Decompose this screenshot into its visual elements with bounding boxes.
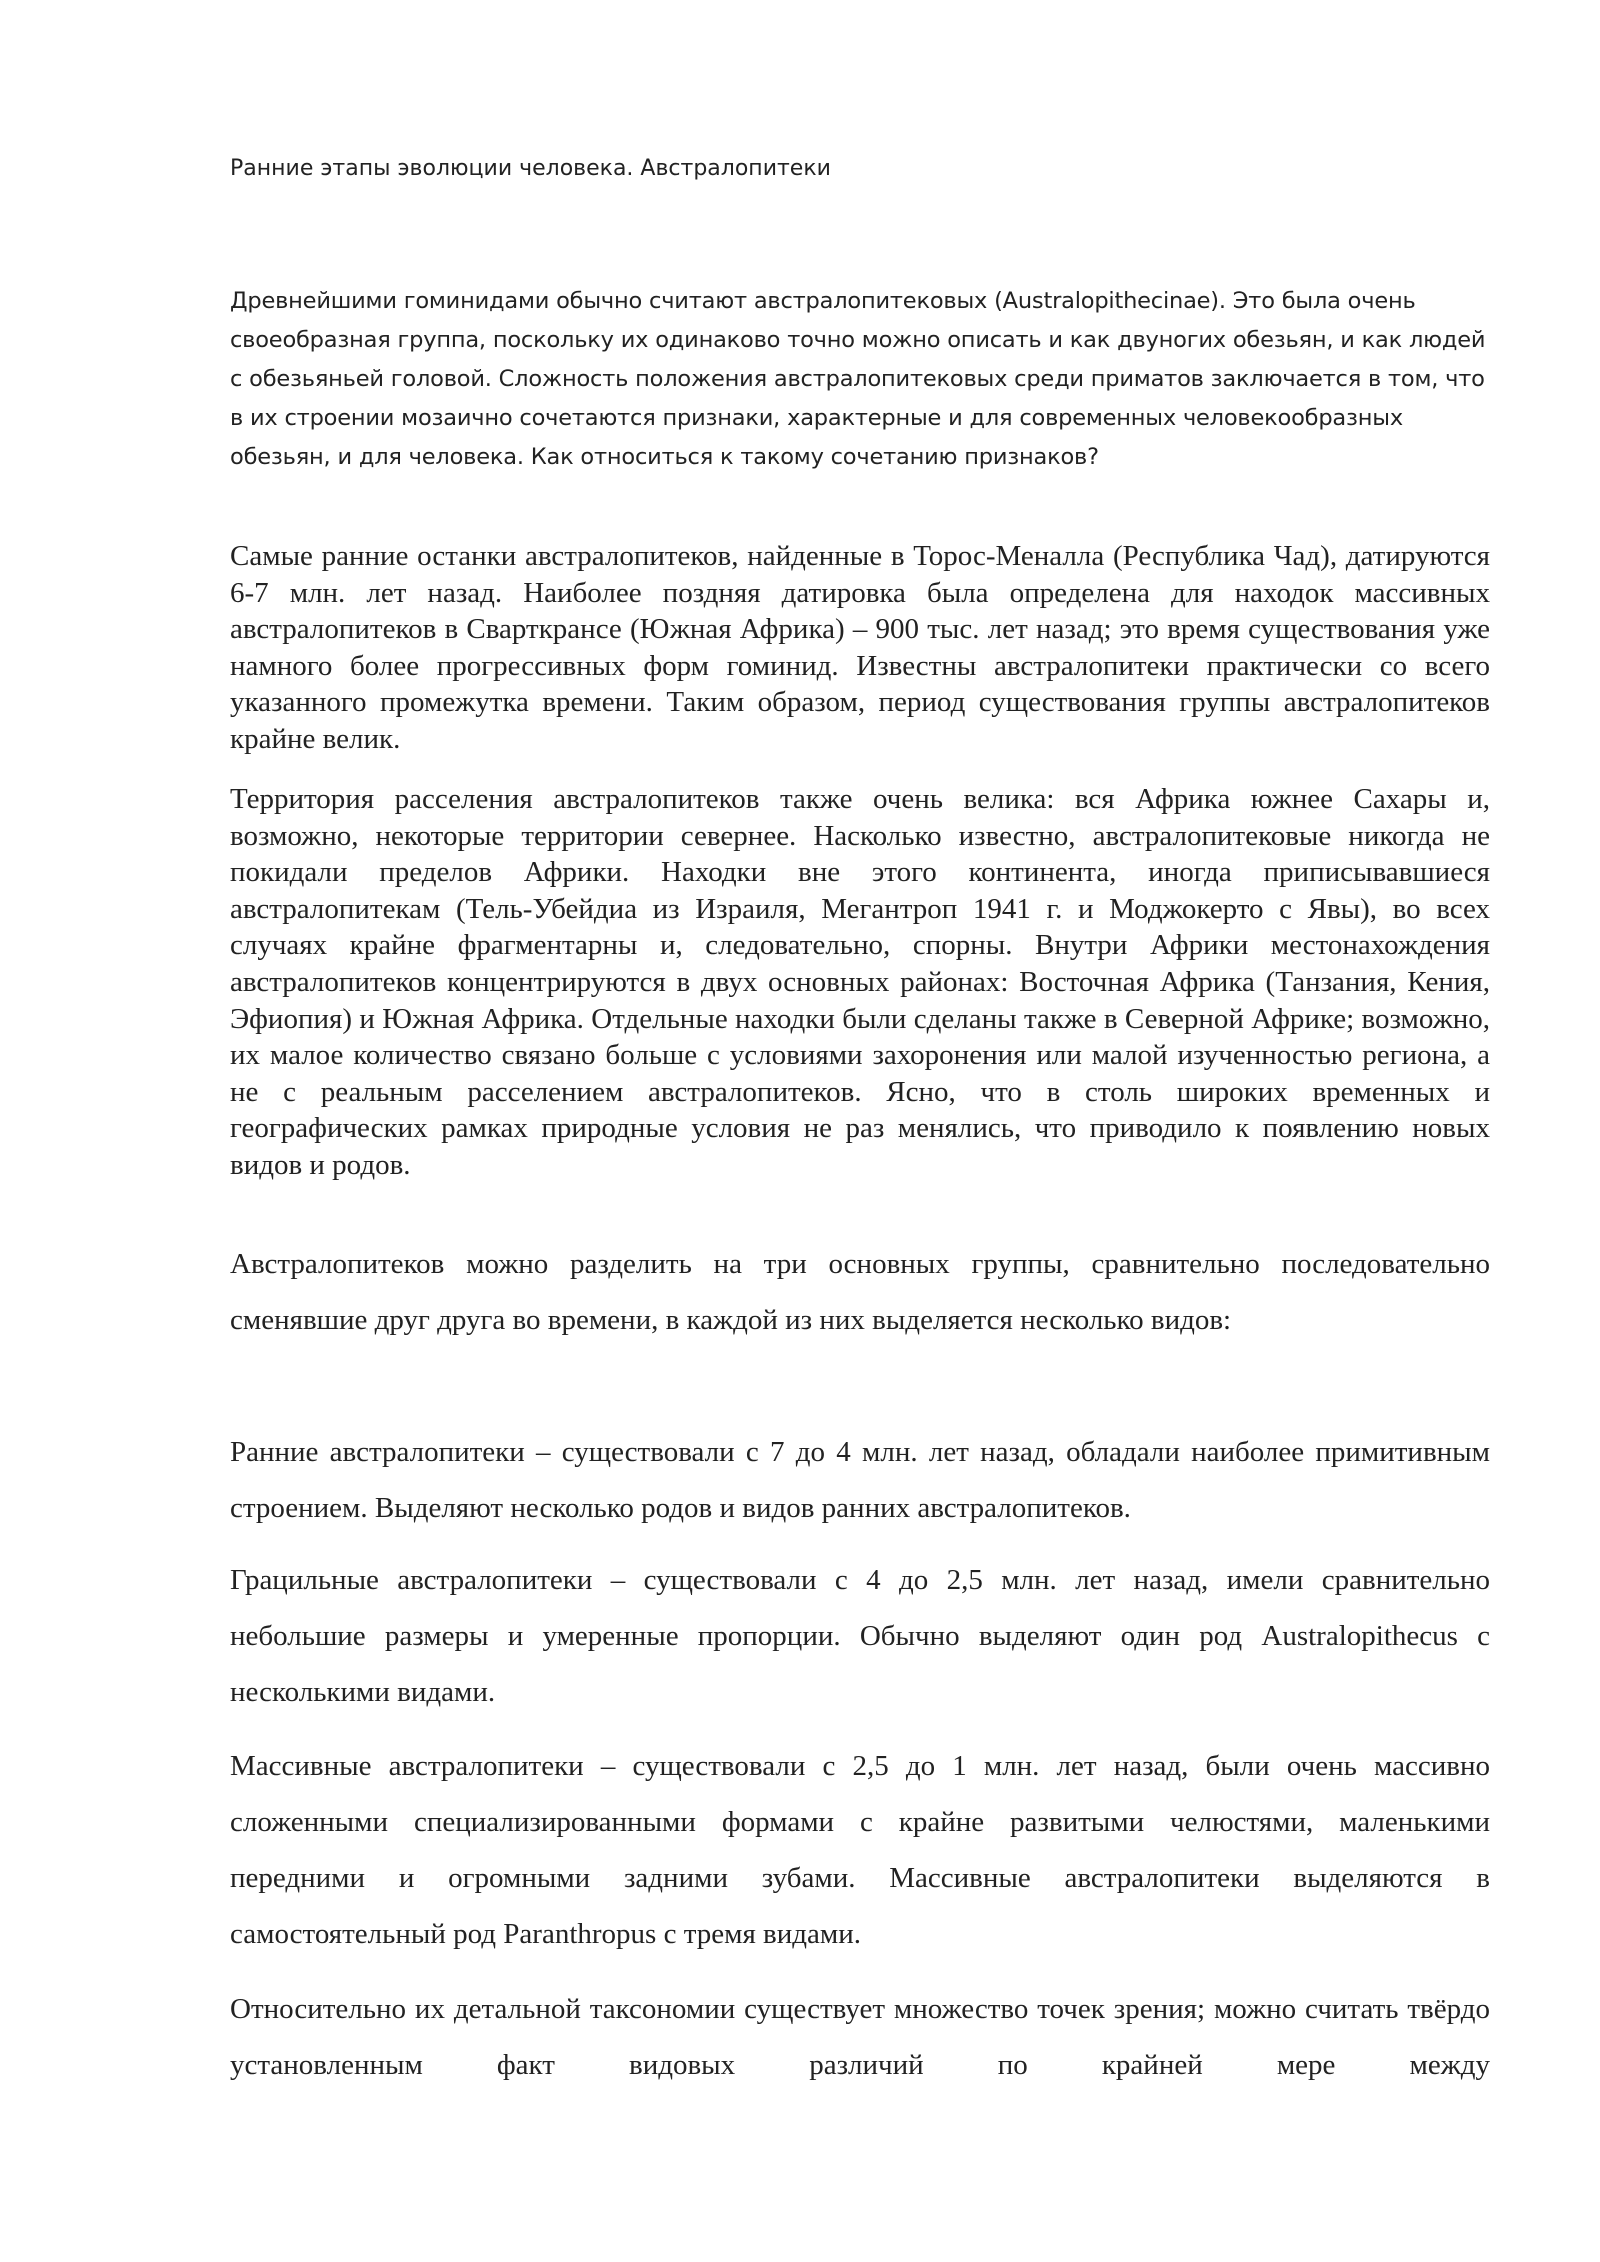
paragraph-three-groups: Австралопитеков можно разделить на три основных группы, сравнительно последовательно сменявшие друг друга во времени, в каждой из них выделяется несколько видов: [230, 1248, 1490, 1336]
paragraph-robust-australopithecines: Массивные австралопитеки – существовали с 2,5 до 1 млн. лет назад, были очень массивно сложенными специализированными формами с крайне развитыми челюстями, маленькими передними и огромными задними зубами. Массивные австралопитеки выделяются в самостоятельный род Paranthropus с тремя видами. [230, 1750, 1490, 1950]
paragraph-gracile-australopithecines: Грацильные австралопитеки – существовали с 4 до 2,5 млн. лет назад, имели сравнительно небольшие размеры и умеренные пропорции. Обычно выделяют один род Australopithecus с несколькими видами. [230, 1564, 1490, 1708]
intro-paragraph: Древнейшими гоминидами обычно считают австралопитековых (Australopithecinae). Это была очень своеобразная группа, поскольку их одинаково точно можно описать и как двуногих обезьян, и как людей с обезьяньей головой. Сложность положения австралопитековых среди приматов заключается в том, что в их строении мозаично сочетаются признаки, характерные и для современных человекообразных обезьян, и для человека. Как относиться к такому сочетанию признаков? [230, 288, 1486, 470]
paragraph-territory: Территория расселения австралопитеков также очень велика: вся Африка южнее Сахары и, возможно, некоторые территории севернее. Насколько известно, австралопитековые никогда не покидали пределов Африки. Находки вне этого континента, иногда приписывавшиеся австралопитекам (Тель-Убейдиа из Израиля, Мегантроп 1941 г. и Моджокерто с Явы), во всех случаях крайне фрагментарны и, следовательно, спорны. Внутри Африки местонахождения австралопитеков концентрируются в двух основных районах: Восточная Африка (Танзания, Кения, Эфиопия) и Южная Африка. Отдельные находки были сделаны также в Северной Африке; возможно, их малое количество связано больше с условиями захоронения или малой изученностью региона, а не с реальным расселением австралопитеков. Ясно, что в столь широких временных и географических рамках природные условия не раз менялись, что приводило к появлению новых видов и родов. [230, 783, 1490, 1181]
paragraph-earliest-remains: Самые ранние останки австралопитеков, найденные в Торос-Меналла (Республика Чад), датируются 6-7 млн. лет назад. Наиболее поздняя датировка была определена для находок массивных австралопитеков в Сварткрансе (Южная Африка) – 900 тыс. лет назад; это время существования уже намного более прогрессивных форм гоминид. Известны австралопитеки практически со всего указанного промежутка времени. Таким образом, период существования группы австралопитеков крайне велик. [230, 540, 1490, 755]
paragraph-taxonomy: Относительно их детальной таксономии существует множество точек зрения; можно считать твёрдо установленным факт видовых различий по крайней мере между [230, 1993, 1490, 2081]
document-title: Ранние этапы эволюции человека. Австралопитеки [230, 156, 831, 181]
paragraph-early-australopithecines: Ранние австралопитеки – существовали с 7 до 4 млн. лет назад, обладали наиболее примитивным строением. Выделяют несколько родов и видов ранних австралопитеков. [230, 1436, 1490, 1524]
